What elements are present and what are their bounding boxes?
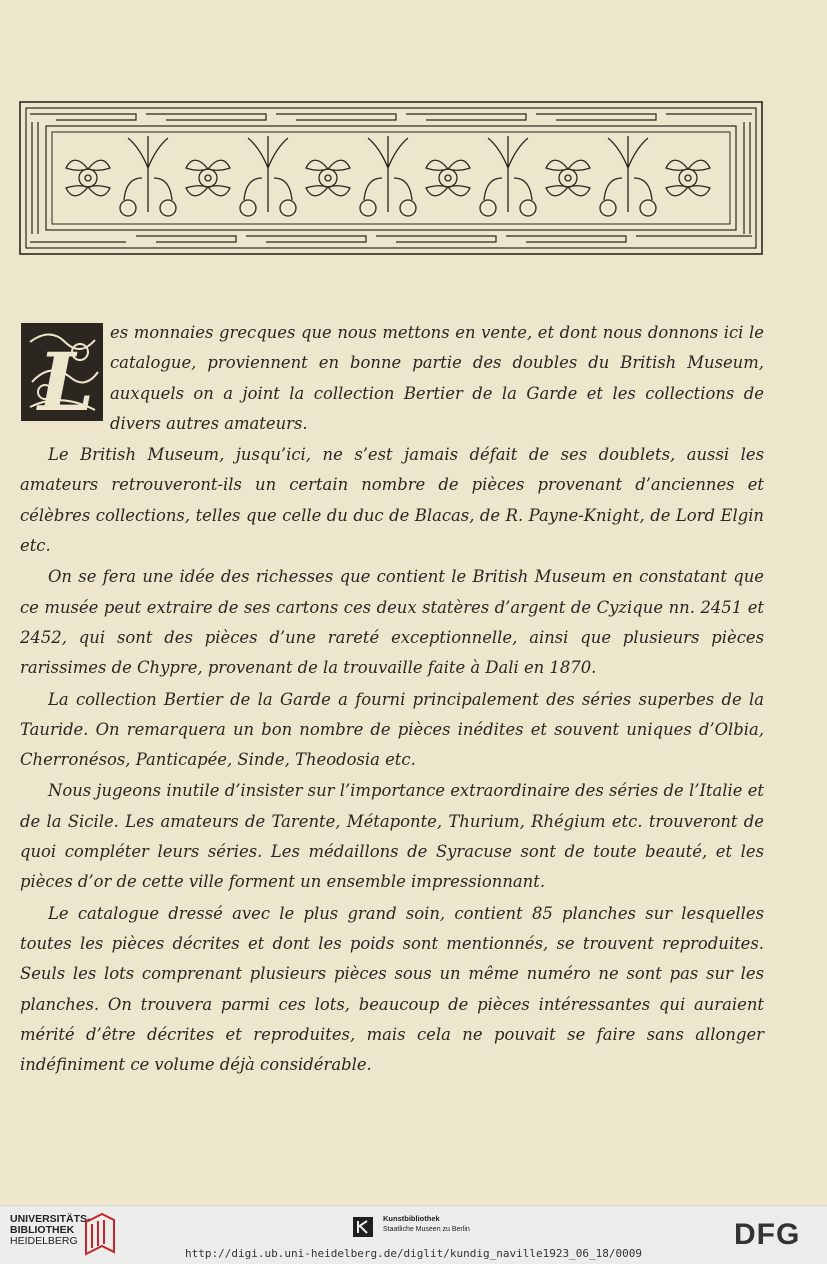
permalink-url[interactable]: http://digi.ub.uni-heidelberg.de/diglit/kundig_naville1923_06_18/0009 <box>185 1247 642 1260</box>
paragraph-british-museum: Le British Museum, jusqu’ici, ne s’est jamais défait de ses doublets, aussi les amateurs retrouveront-ils un certain nombre de pièces provenant d’anciennes et célèbres collections, telles que celle du duc de Blacas, de R. Payne-Knight, de Lord Elgin etc. <box>20 445 764 556</box>
digitization-footer <box>0 1205 827 1264</box>
svg-text:L: L <box>38 335 95 422</box>
first-paragraph <box>20 318 764 439</box>
paragraph-italie-sicile: Nous jugeons inutile d’insister sur l’importance extraordinaire des séries de l’Italie et de la Sicile. Les amateurs de Tarente, Métaponte, Thurium, Rhégium etc. trouveront de quoi compléter leurs séries. Les médaillons de Syracuse sont de toute beauté, et les pièces d’or de cette ville forment un ensemble impressionnant. <box>20 781 764 892</box>
ornamental-frieze <box>16 98 766 258</box>
kunstbibliothek-label[interactable]: Kunstbibliothek Staatliche Museen zu Berlin <box>383 1214 470 1233</box>
first-paragraph-text: es monnaies grecques que nous mettons en vente, et dont nous donnons ici le catalogue, proviennent en bonne partie des doubles du British Museum, auxquels on a joint la collection Bertier de la Garde et les collections de divers autres amateurs. <box>110 323 764 433</box>
paragraph-cyzique: On se fera une idée des richesses que contient le British Museum en constatant que ce musée peut extraire de ses cartons ces deux statères d’argent de Cyzique nn. 2451 et 2452, qui sont des pièces d’une rareté exceptionnelle, ainsi que plusieurs pièces rarissimes de Chypre, provenant de la trouvaille faite à Dali en 1870. <box>20 567 764 678</box>
preface-text <box>20 318 764 1081</box>
decorated-initial <box>20 322 104 422</box>
dfg-logo[interactable]: DFG <box>734 1218 801 1251</box>
paragraph-bertier: La collection Bertier de la Garde a fourni principalement des séries superbes de la Tauride. On remarquera un bon nombre de pièces inédites et souvent uniques d’Olbia, Cherronésos, Panticapée, Sinde, Theodosia etc. <box>20 689 764 770</box>
kunstbibliothek-logo-icon[interactable] <box>352 1216 374 1238</box>
paragraph-catalogue: Le catalogue dressé avec le plus grand soin, contient 85 planches sur lesquelles toutes les pièces décrites et dont les poids sont mentionnés, se trouvent reproduites. Seuls les lots comprenant plusieurs pièces sous un même numéro ne sont pas sur les planches. On trouvera parmi ces lots, beaucoup de pièces intéressantes qui auraient mérité d’être décrites et reproduites, mais cela ne pouvait se faire sans allonger indéfiniment ce volume déjà considérable. <box>20 903 764 1075</box>
heidelberg-library-label[interactable]: UNIVERSITÄTS- BIBLIOTHEK HEIDELBERG <box>10 1213 91 1247</box>
